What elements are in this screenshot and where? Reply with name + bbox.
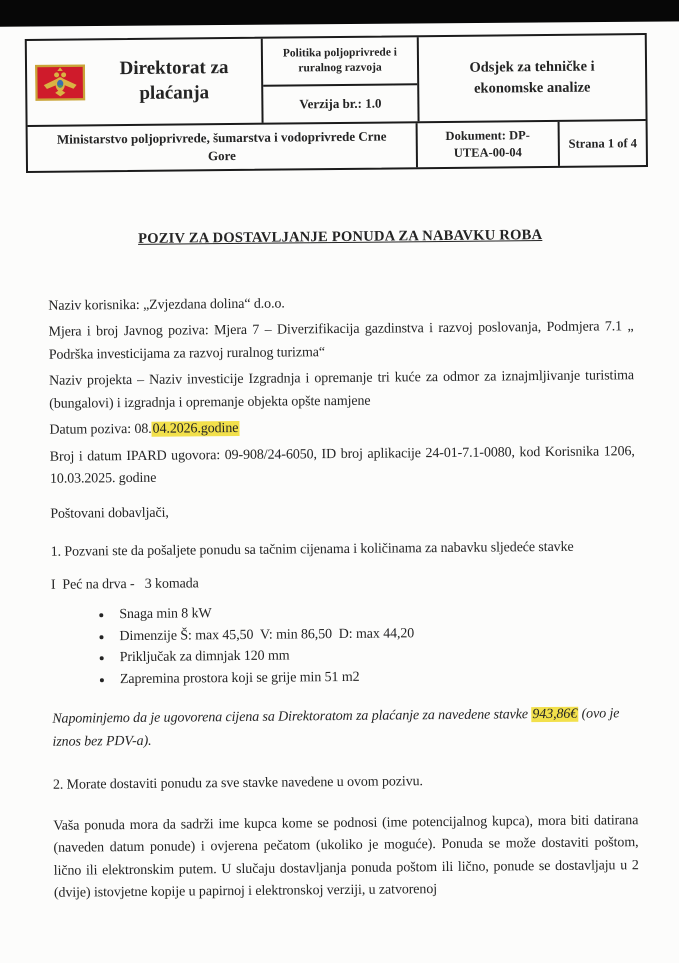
field-naziv-projekta: Naziv projekta – Naziv investicije Izgradnja i opremanje tri kuće za odmor za iznajmljivanje turistima (bungalovi) i izgradnja i opremanje objekta opšte namjene <box>48 368 635 412</box>
field-naziv-korisnika: Naziv korisnika: „Zvjezdana dolina“ d.o.o. <box>48 296 285 314</box>
spec-item: • Snaga min 8 kW <box>113 599 636 626</box>
note-text: Napominjemo da je ugovorena cijena sa Direktoratom za plaćanje za navedene stavke <box>52 707 532 727</box>
spec-item: • Dimenzije Š: max 45,50 V: min 86,50 D: max 44,20 <box>113 621 636 648</box>
spec-list <box>51 599 637 691</box>
item-heading: I Peć na drva - 3 komada <box>50 575 199 593</box>
document-code-label: Dokument: DP-UTEA-00-04 <box>418 122 560 167</box>
paragraph-point-1: 1. Pozvani ste da pošaljete ponudu sa tačnim cijenama i količinama za nabavku sljedeće stavke <box>50 539 574 560</box>
ministry-label: Ministarstvo poljoprivrede, šumarstva i vodoprivrede Crne Gore <box>28 123 418 171</box>
field-ipard-ugovor: Broj i datum IPARD ugovora: 09-908/24-6050, ID broj aplikacije 24-01-7.1-0080, kod Korisnika 1206, 10.03.2025. godine <box>49 443 635 487</box>
policy-label: Politika poljoprivrede i ruralnog razvoja <box>263 37 417 86</box>
document-body <box>47 163 639 905</box>
header-cell-policy-version <box>263 37 420 122</box>
header-row-1 <box>27 35 646 125</box>
paragraph-point-2: 2. Morate dostaviti ponudu za sve stavke navedene u ovom pozivu. <box>52 774 423 793</box>
field-datum-poziva <box>49 414 634 442</box>
page-number-label: Strana 1 of 4 <box>568 135 638 151</box>
contracted-price-note <box>52 703 637 754</box>
montenegro-coat-of-arms-icon <box>35 63 85 101</box>
spec-item: • Priključak za dimnjak 120 mm <box>114 642 637 669</box>
datum-poziva-text: Datum poziva: 08. <box>49 421 152 438</box>
header-cell-directorate <box>27 39 264 125</box>
document-header-table <box>25 33 648 173</box>
field-mjera-javnog-poziva: Mjera i broj Javnog poziva: Mjera 7 – Diverzifikacija gazdinstva i razvoj poslovanja, Podmjera 7.1 „ Podrška investicijama za razvoj ruralnog turizma“ <box>48 319 634 363</box>
closing-paragraph: Vaša ponuda mora da sadrži ime kupca kome se podnosi (ime potencijalnog kupca), mora biti datirana (naveden datum ponude) i ovjerena pečatom (ukoliko je moguće). Ponuda se može dostaviti poštom, lično ili elektronskim putem. U slučaju dostavljanja ponuda poštom ili lično, ponude se dostavljaju u 2 (dvije) istovjetne kopije u papirnoj i elektronskoj verziji, u zatvorenoj <box>53 812 639 901</box>
salutation: Poštovani dobavljači, <box>50 505 169 522</box>
note-text-suffix: (ovo je iznos bez PDV-a). <box>52 706 620 750</box>
directorate-title: Direktorat za plaćanja <box>119 57 229 104</box>
department-label: Odsjek za tehničke i ekonomske analize <box>469 58 595 97</box>
version-label: Verzija br.: 1.0 <box>299 95 382 112</box>
spec-item: • Zapremina prostora koji se grije min 51 m2 <box>114 664 637 691</box>
document-title: POZIV ZA DOSTAVLJANJE PONUDA ZA NABAVKU ROBA <box>137 227 543 247</box>
datum-poziva-highlight: 04.2026.godine <box>152 420 239 437</box>
price-highlight: 943,86€ <box>532 706 578 723</box>
